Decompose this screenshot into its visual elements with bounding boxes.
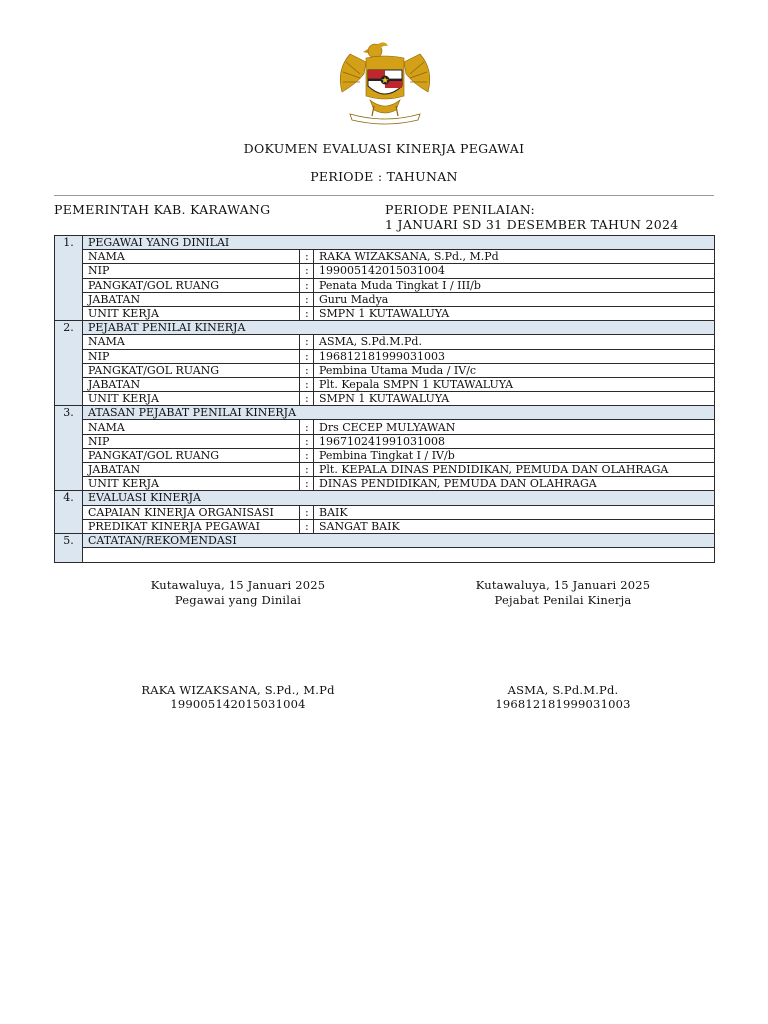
section-title: PEJABAT PENILAI KINERJA <box>83 321 715 335</box>
right-signature-role: Pejabat Penilai Kinerja <box>494 593 632 607</box>
table-row <box>55 306 715 320</box>
field-value: Pembina Utama Muda / IV/c <box>314 363 715 377</box>
evaluation-table <box>54 235 715 563</box>
field-label: NIP <box>83 264 300 278</box>
right-signature-name: ASMA, S.Pd.M.Pd. <box>507 683 619 697</box>
field-value: SMPN 1 KUTAWALUYA <box>314 306 715 320</box>
field-separator: : <box>300 292 314 306</box>
section-title: EVALUASI KINERJA <box>83 491 715 505</box>
table-row <box>55 463 715 477</box>
field-label: UNIT KERJA <box>83 306 300 320</box>
field-value: Pembina Tingkat I / IV/b <box>314 448 715 462</box>
section-header-row <box>55 406 715 420</box>
document-title: DOKUMEN EVALUASI KINERJA PEGAWAI <box>243 141 525 156</box>
table-row <box>55 363 715 377</box>
field-separator: : <box>300 264 314 278</box>
field-value: BAIK <box>314 505 715 519</box>
section-title: PEGAWAI YANG DINILAI <box>83 236 715 250</box>
garuda-emblem-logo <box>330 40 440 126</box>
field-separator: : <box>300 434 314 448</box>
field-label: NIP <box>83 349 300 363</box>
table-row <box>55 448 715 462</box>
table-row <box>55 477 715 491</box>
field-separator: : <box>300 306 314 320</box>
evaluation-table-body <box>55 236 715 563</box>
table-row <box>55 335 715 349</box>
section-number: 4. <box>55 491 83 534</box>
section-header-row <box>55 533 715 547</box>
table-row <box>55 519 715 533</box>
field-label: NAMA <box>83 335 300 349</box>
section-number: 3. <box>55 406 83 491</box>
section-header-row <box>55 236 715 250</box>
left-signature-date: Kutawaluya, 15 Januari 2025 <box>150 578 326 592</box>
left-signature-nip: 199005142015031004 <box>170 697 306 711</box>
field-label: NAMA <box>83 420 300 434</box>
field-separator: : <box>300 278 314 292</box>
notes-cell <box>83 548 715 563</box>
section-number: 2. <box>55 321 83 406</box>
field-value: 199005142015031004 <box>314 264 715 278</box>
section-title: CATATAN/REKOMENDASI <box>83 533 715 547</box>
table-row <box>55 250 715 264</box>
right-signature-nip: 196812181999031003 <box>495 697 631 711</box>
field-value: Penata Muda Tingkat I / III/b <box>314 278 715 292</box>
field-label: NIP <box>83 434 300 448</box>
table-row <box>55 392 715 406</box>
field-label: NAMA <box>83 250 300 264</box>
table-row <box>55 292 715 306</box>
section-number: 1. <box>55 236 83 321</box>
empty-notes-row <box>55 548 715 563</box>
field-value: 196710241991031008 <box>314 434 715 448</box>
field-separator: : <box>300 519 314 533</box>
field-separator: : <box>300 392 314 406</box>
left-signature-role: Pegawai yang Dinilai <box>174 593 302 607</box>
field-label: PREDIKAT KINERJA PEGAWAI <box>83 519 300 533</box>
assessment-period-value: 1 JANUARI SD 31 DESEMBER TAHUN 2024 <box>385 217 679 232</box>
field-separator: : <box>300 335 314 349</box>
section-header-row <box>55 321 715 335</box>
field-label: PANGKAT/GOL RUANG <box>83 448 300 462</box>
field-separator: : <box>300 349 314 363</box>
period-type: PERIODE : TAHUNAN <box>310 169 458 184</box>
section-title: ATASAN PEJABAT PENILAI KINERJA <box>83 406 715 420</box>
field-value: Plt. Kepala SMPN 1 KUTAWALUYA <box>314 377 715 391</box>
field-separator: : <box>300 250 314 264</box>
table-row <box>55 264 715 278</box>
field-separator: : <box>300 477 314 491</box>
field-value: Plt. KEPALA DINAS PENDIDIKAN, PEMUDA DAN OLAHRAGA <box>314 463 715 477</box>
divider <box>54 195 714 196</box>
field-label: PANGKAT/GOL RUANG <box>83 363 300 377</box>
field-value: 196812181999031003 <box>314 349 715 363</box>
section-header-row <box>55 491 715 505</box>
field-value: ASMA, S.Pd.M.Pd. <box>314 335 715 349</box>
field-value: SMPN 1 KUTAWALUYA <box>314 392 715 406</box>
table-row <box>55 505 715 519</box>
field-value: SANGAT BAIK <box>314 519 715 533</box>
left-signature-name: RAKA WIZAKSANA, S.Pd., M.Pd <box>141 683 335 697</box>
field-label: UNIT KERJA <box>83 477 300 491</box>
field-label: UNIT KERJA <box>83 392 300 406</box>
table-row <box>55 349 715 363</box>
field-value: Drs CECEP MULYAWAN <box>314 420 715 434</box>
table-row <box>55 278 715 292</box>
institution-name: PEMERINTAH KAB. KARAWANG <box>54 202 271 217</box>
field-separator: : <box>300 448 314 462</box>
field-separator: : <box>300 377 314 391</box>
field-label: PANGKAT/GOL RUANG <box>83 278 300 292</box>
field-separator: : <box>300 463 314 477</box>
field-value: RAKA WIZAKSANA, S.Pd., M.Pd <box>314 250 715 264</box>
field-label: JABATAN <box>83 377 300 391</box>
field-separator: : <box>300 505 314 519</box>
field-separator: : <box>300 363 314 377</box>
field-label: CAPAIAN KINERJA ORGANISASI <box>83 505 300 519</box>
table-row <box>55 377 715 391</box>
right-signature-date: Kutawaluya, 15 Januari 2025 <box>475 578 651 592</box>
table-row <box>55 434 715 448</box>
field-label: JABATAN <box>83 292 300 306</box>
assessment-period-label: PERIODE PENILAIAN: <box>385 202 536 217</box>
table-row <box>55 420 715 434</box>
field-separator: : <box>300 420 314 434</box>
section-number: 5. <box>55 533 83 562</box>
field-value: Guru Madya <box>314 292 715 306</box>
field-label: JABATAN <box>83 463 300 477</box>
field-value: DINAS PENDIDIKAN, PEMUDA DAN OLAHRAGA <box>314 477 715 491</box>
